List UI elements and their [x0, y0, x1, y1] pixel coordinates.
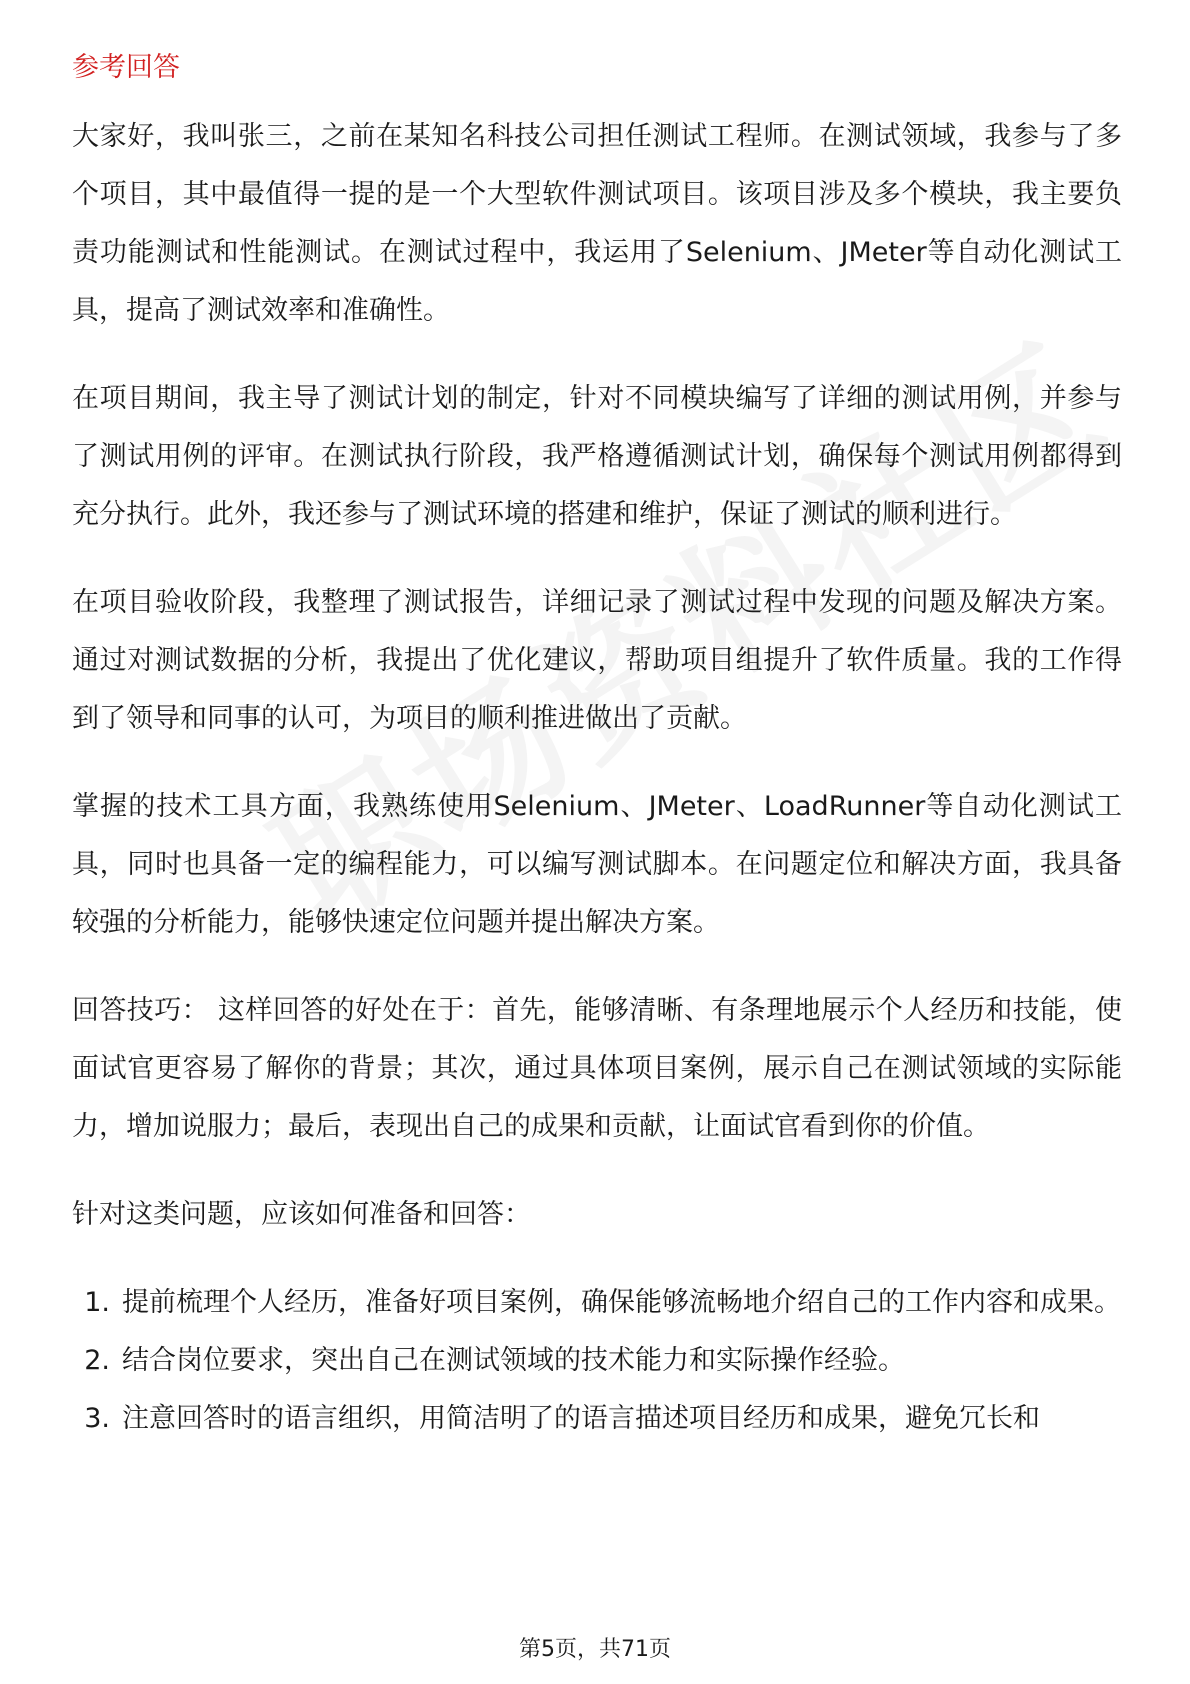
list-item-text: 提前梳理个人经历，准备好项目案例，确保能够流畅地介绍自己的工作内容和成果。 [122, 1287, 1121, 1318]
document-page [72, 48, 1122, 1448]
list-item [72, 1332, 1122, 1390]
paragraph-acceptance: 在项目验收阶段，我整理了测试报告，详细记录了测试过程中发现的问题及解决方案。通过对测试数据的分析，我提出了优化建议，帮助项目组提升了软件质量。我的工作得到了领导和同事的认可，为项目的顺利推进做出了贡献。 [72, 587, 1122, 734]
paragraph-tips: 回答技巧： 这样回答的好处在于：首先，能够清晰、有条理地展示个人经历和技能，使面试官更容易了解你的背景；其次，通过具体项目案例，展示自己在测试领域的实际能力，增加说服力；最后，表现出自己的成果和贡献，让面试官看到你的价值。 [72, 995, 1122, 1142]
paragraph-intro: 大家好，我叫张三，之前在某知名科技公司担任测试工程师。在测试领域，我参与了多个项目，其中最值得一提的是一个大型软件测试项目。该项目涉及多个模块，我主要负责功能测试和性能测试。在测试过程中，我运用了Selenium、JMeter等自动化测试工具，提高了测试效率和准确性。 [72, 121, 1122, 326]
list-item-number: 1. [84, 1287, 110, 1318]
list-item [72, 1390, 1122, 1448]
list-item-text: 注意回答时的语言组织，用简洁明了的语言描述项目经历和成果，避免冗长和 [122, 1403, 1040, 1434]
paragraph-preparation-intro: 针对这类问题，应该如何准备和回答： [72, 1199, 531, 1230]
list-item [72, 1274, 1122, 1332]
page-number-footer: 第5页，共71页 [519, 1637, 671, 1662]
preparation-list [72, 1274, 1122, 1448]
list-item-text: 结合岗位要求，突出自己在测试领域的技术能力和实际操作经验。 [122, 1345, 905, 1376]
list-item-number: 3. [84, 1403, 110, 1434]
paragraph-tools: 掌握的技术工具方面，我熟练使用Selenium、JMeter、LoadRunner等自动化测试工具，同时也具备一定的编程能力，可以编写测试脚本。在问题定位和解决方面，我具备较强的分析能力，能够快速定位问题并提出解决方案。 [72, 791, 1122, 938]
paragraph-project-period: 在项目期间，我主导了测试计划的制定，针对不同模块编写了详细的测试用例，并参与了测试用例的评审。在测试执行阶段，我严格遵循测试计划，确保每个测试用例都得到充分执行。此外，我还参与了测试环境的搭建和维护，保证了测试的顺利进行。 [72, 383, 1122, 530]
section-heading: 参考回答 [72, 52, 180, 83]
list-item-number: 2. [84, 1345, 110, 1376]
